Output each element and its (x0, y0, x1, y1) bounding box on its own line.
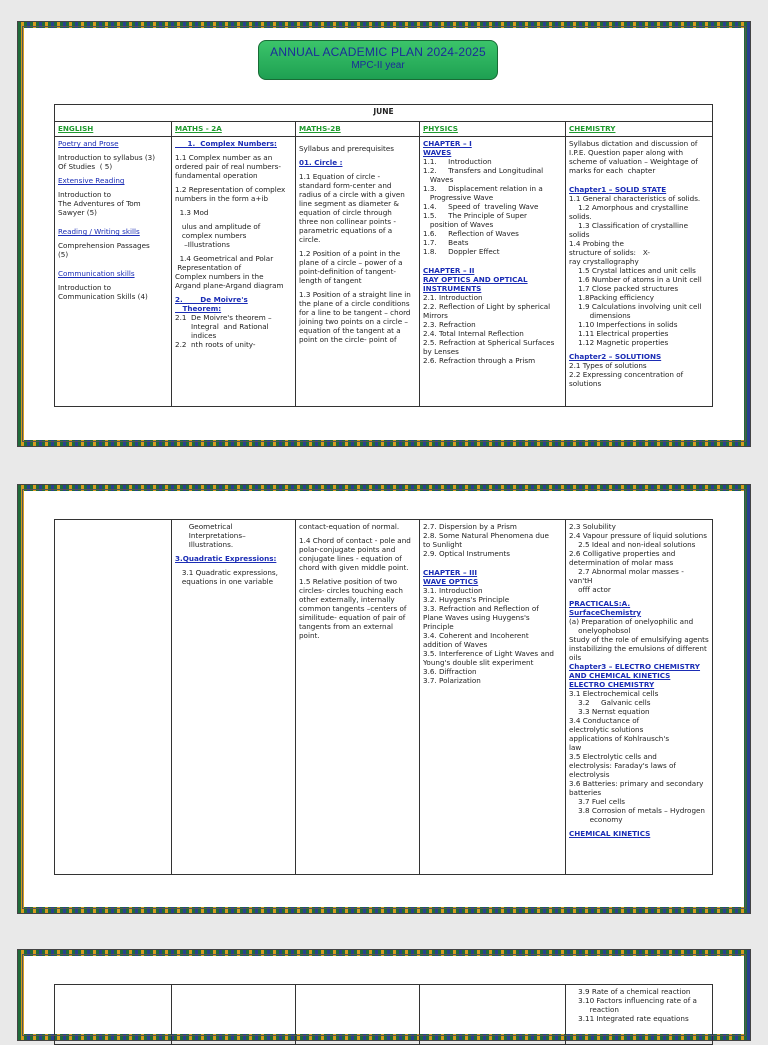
topic-line: 1.11 Electrical properties (569, 329, 669, 338)
topic-line: Principle (423, 622, 454, 631)
topic-line: 3.5 Electrolytic cells and (569, 752, 657, 761)
topic-line: Sawyer (5) (58, 208, 97, 217)
topic-line: 2.5 Ideal and non-ideal solutions (569, 540, 696, 549)
column-header-english: ENGLISH (55, 122, 172, 137)
section-heading: Chapter2 – SOLUTIONS (569, 352, 662, 361)
topic-line: marks for each chapter (569, 166, 656, 175)
maths-2a-cell (172, 137, 296, 407)
topic-line: 1.4 Chord of contact - pole and (299, 536, 411, 545)
topic-line: oils (569, 653, 582, 662)
topic-line: 2.4. Total Internal Reflection (423, 329, 524, 338)
topic-line: electrolysis: Faraday's laws of (569, 761, 676, 770)
topic-line: 2.5. Refraction at Spherical Surfaces (423, 338, 555, 347)
topic-line: 1.2 Amorphous and crystalline solids. (569, 203, 691, 221)
topic-line: 2.1 De Moivre's theorem – (175, 313, 272, 322)
topic-line: batteries (569, 788, 602, 797)
topic-line: offf actor (569, 585, 611, 594)
topic-line: 1.1. Introduction (423, 157, 492, 166)
section-link[interactable]: Extensive Reading (58, 176, 125, 185)
topic-line: 3.1. Introduction (423, 586, 483, 595)
section-heading: 01. Circle : (299, 158, 343, 167)
topic-line: 3.9 Rate of a chemical reaction (569, 987, 691, 996)
topic-line: line segment as diameter & (299, 199, 399, 208)
topic-line: 2.2 Expressing concentration of (569, 370, 684, 379)
topic-line: Comprehension Passages (58, 241, 150, 250)
topic-line: 3.6 Batteries: primary and secondary (569, 779, 704, 788)
topic-line: Young's double slit experiment (423, 658, 534, 667)
topic-line: 1.6 Number of atoms in a Unit cell (569, 275, 702, 284)
section-link[interactable]: Reading / Writing skills (58, 227, 140, 236)
topic-line: Progressive Wave (423, 193, 494, 202)
topic-line: instabilizing the emulsions of different (569, 644, 707, 653)
topic-line: 2.1. Introduction (423, 293, 483, 302)
english-cell (55, 137, 172, 407)
topic-line: 3.11 Integrated rate equations (569, 1014, 689, 1023)
topic-line: 1.2. Transfers and Longitudinal (423, 166, 544, 175)
topic-line: 1.2 Representation of complex (175, 185, 286, 194)
topic-line: 1.3 Mod (175, 208, 209, 217)
physics-cell (420, 520, 566, 875)
topic-line: electrolytic solutions (569, 725, 644, 734)
topic-line: Waves (423, 175, 454, 184)
section-heading: Chapter1 – SOLID STATE (569, 185, 667, 194)
topic-line: 3.8 Corrosion of metals – Hydrogen (569, 806, 705, 815)
topic-line: ray crystallography (569, 257, 639, 266)
section-heading: RAY OPTICS AND OPTICAL (423, 275, 528, 284)
topic-line: chord with given middle point. (299, 563, 409, 572)
topic-line: Interpretations– (175, 531, 246, 540)
column-header-chemistry: CHEMISTRY (566, 122, 713, 137)
topic-line: 2.6 Colligative properties and (569, 549, 676, 558)
plan-subtitle: MPC-II year (351, 60, 405, 71)
section-heading: Theorem: (175, 304, 222, 313)
topic-line: 2.9. Optical Instruments (423, 549, 510, 558)
topic-line: Argand plane-Argand diagram (175, 281, 284, 290)
topic-line: Complex numbers in the (175, 272, 264, 281)
topic-line: 2.7 Abnormal molar masses - van'tH (569, 567, 687, 585)
topic-line: point-definition of tangent- (299, 267, 396, 276)
english-cell (55, 985, 172, 1045)
topic-line: radius of a circle with a given (299, 190, 405, 199)
topic-line: equation of circle through (299, 208, 392, 217)
topic-line: fundamental operation (175, 171, 258, 180)
topic-line: dimensions (569, 311, 631, 320)
topic-line: Integral and Rational (175, 322, 269, 331)
chemistry-cell (566, 137, 713, 407)
plan-title: ANNUAL ACADEMIC PLAN 2024-2025 (270, 45, 486, 59)
topic-line: addition of Waves (423, 640, 488, 649)
topic-line: 1.5 Relative position of two (299, 577, 398, 586)
document-page-2 (18, 485, 750, 913)
topic-line: to Sunlight (423, 540, 463, 549)
topic-line: 2.1 Types of solutions (569, 361, 647, 370)
topic-line: polar-conjugate points and (299, 545, 396, 554)
topic-line: solutions (569, 379, 602, 388)
topic-line: joining two points on a circle – (299, 317, 409, 326)
topic-line: 1.5. The Principle of Super (423, 211, 527, 220)
maths-2a-cell (172, 520, 296, 875)
topic-line: I.P.E. Question paper along with (569, 148, 684, 157)
topic-line: 1.1 Equation of circle - (299, 172, 381, 181)
section-heading: Chapter3 – ELECTRO CHEMISTRY (569, 662, 701, 671)
topic-line: circle. (299, 235, 321, 244)
chemistry-cell (566, 520, 713, 875)
topic-line: 1.4 Probing the (569, 239, 624, 248)
topic-line: 1.4. Speed of traveling Wave (423, 202, 539, 211)
document-page-3 (18, 950, 750, 1040)
topic-line: Introduction to (58, 190, 112, 199)
topic-line: 1.3 Classification of crystalline solids (569, 221, 691, 239)
topic-line: applications of Kohlrausch's (569, 734, 670, 743)
topic-line: 3.4. Coherent and Incoherent (423, 631, 529, 640)
topic-line: 3.2. Huygens's Principle (423, 595, 510, 604)
section-heading: 1. Complex Numbers: (175, 139, 277, 148)
topic-line: Study of the role of emulsifying agents (569, 635, 709, 644)
topic-line: 2.6. Refraction through a Prism (423, 356, 536, 365)
topic-line: other externally, internally (299, 595, 395, 604)
topic-line: contact-equation of normal. (299, 522, 400, 531)
topic-line: Mirrors (423, 311, 448, 320)
topic-line: ulus and amplitude of (175, 222, 261, 231)
topic-line: Introduction to syllabus (3) (58, 153, 156, 162)
topic-line: Syllabus and prerequisites (299, 144, 395, 153)
topic-line: 1.4 Geometrical and Polar (175, 254, 274, 263)
topic-line: tangents from an external (299, 622, 393, 631)
section-heading: CHAPTER – II (423, 266, 475, 275)
physics-cell (420, 137, 566, 407)
topic-line: 3.10 Factors influencing rate of a (569, 996, 697, 1005)
english-cell (55, 520, 172, 875)
june-plan-table-continued-2 (54, 984, 713, 1045)
topic-line: 2.7. Dispersion by a Prism (423, 522, 517, 531)
topic-line: Of Studies ( 5) (58, 162, 113, 171)
topic-line: by Lenses (423, 347, 459, 356)
topic-line: 1.1 Complex number as an (175, 153, 273, 162)
maths-2b-cell (296, 985, 420, 1045)
topic-line: 1.2 Position of a point in the (299, 249, 401, 258)
topic-line: standard form-center and (299, 181, 392, 190)
topic-line: parametric equations of a (299, 226, 393, 235)
topic-line: 3.1 Quadratic expressions, (175, 568, 278, 577)
topic-line: Plane Waves using Huygens's (423, 613, 530, 622)
section-heading: CHAPTER – I (423, 139, 472, 148)
section-link[interactable]: Poetry and Prose (58, 139, 119, 148)
topic-line: 3.7. Polarization (423, 676, 481, 685)
section-heading: WAVES (423, 148, 452, 157)
month-heading: JUNE (55, 105, 713, 122)
section-heading: CHAPTER – III (423, 568, 478, 577)
topic-line: complex numbers (175, 231, 247, 240)
maths-2b-cell (296, 520, 420, 875)
topic-line: economy (569, 815, 623, 824)
section-heading: PRACTICALS:A. (569, 599, 631, 608)
topic-line: three non collinear points - (299, 217, 397, 226)
plan-title-banner (258, 40, 498, 80)
chemistry-cell (566, 985, 713, 1045)
topic-line: 3.3 Nernst equation (569, 707, 650, 716)
topic-line: 3.2 Galvanic cells (569, 698, 651, 707)
section-heading: INSTRUMENTS (423, 284, 482, 293)
topic-line: Representation of (175, 263, 242, 272)
topic-line: 1.8Packing efficiency (569, 293, 655, 302)
topic-line: 1.10 Imperfections in solids (569, 320, 678, 329)
topic-line: 3.4 Conductance of (569, 716, 640, 725)
topic-line: common tangents –centers of (299, 604, 407, 613)
topic-line: 1.3. Displacement relation in a (423, 184, 543, 193)
maths-2b-cell (296, 137, 420, 407)
topic-line: scheme of valuation – Weightage of (569, 157, 698, 166)
topic-line: for a line to be tangent – chord (299, 308, 411, 317)
topic-line: Syllabus dictation and discussion of (569, 139, 698, 148)
topic-line: 1.9 Calculations involving unit cell (569, 302, 702, 311)
topic-line: 1.1 General characteristics of solids. (569, 194, 701, 203)
topic-line: ordered pair of real numbers- (175, 162, 281, 171)
topic-line: conjugate lines - equation of (299, 554, 402, 563)
topic-line: Illustrations. (175, 540, 234, 549)
topic-line: –Illustrations (175, 240, 230, 249)
topic-line: 2.8. Some Natural Phenomena due (423, 531, 549, 540)
topic-line: 3.5. Interference of Light Waves and (423, 649, 554, 658)
section-heading: SurfaceChemistry (569, 608, 642, 617)
topic-line: The Adventures of Tom (58, 199, 141, 208)
topic-line: position of Waves (423, 220, 494, 229)
section-link[interactable]: Communication skills (58, 269, 135, 278)
physics-cell (420, 985, 566, 1045)
topic-line: Geometrical (175, 522, 233, 531)
topic-line: 3.1 Electrochemical cells (569, 689, 659, 698)
topic-line: electrolysis (569, 770, 610, 779)
topic-line: the plane of a circle conditions (299, 299, 410, 308)
topic-line: 1.7 Close packed structures (569, 284, 679, 293)
topic-line: Introduction to (58, 283, 112, 292)
topic-line: law (569, 743, 582, 752)
column-header-maths-2a: MATHS - 2A (172, 122, 296, 137)
topic-line: equation of the tangent at a (299, 326, 401, 335)
topic-line: 2.2. Reflection of Light by spherical (423, 302, 551, 311)
topic-line: structure of solids: X- (569, 248, 650, 257)
june-plan-table (54, 104, 713, 407)
document-page-1 (18, 22, 750, 446)
topic-line: 2.4 Vapour pressure of liquid solutions (569, 531, 707, 540)
topic-line: 1.7. Beats (423, 238, 469, 247)
topic-line: circles- circles touching each (299, 586, 403, 595)
topic-line: reaction (569, 1005, 619, 1014)
section-heading: 2. De Moivre's (175, 295, 248, 304)
topic-line: plane of a circle – power of a (299, 258, 403, 267)
topic-line: 1.3 Position of a straight line in (299, 290, 411, 299)
topic-line: equations in one variable (175, 577, 274, 586)
column-header-physics: PHYSICS (420, 122, 566, 137)
column-header-maths-2b: MATHS-2B (296, 122, 420, 137)
topic-line: 1.6. Reflection of Waves (423, 229, 519, 238)
topic-line: 1.12 Magnetic properties (569, 338, 669, 347)
section-heading: 3.Quadratic Expressions: (175, 554, 277, 563)
section-heading: CHEMICAL KINETICS (569, 829, 651, 838)
topic-line: 2.2 nth roots of unity- (175, 340, 256, 349)
section-heading: ELECTRO CHEMISTRY (569, 680, 655, 689)
topic-line: 1.5 Crystal lattices and unit cells (569, 266, 696, 275)
topic-line: point on the circle- point of (299, 335, 397, 344)
maths-2a-cell (172, 985, 296, 1045)
topic-line: length of tangent (299, 276, 362, 285)
topic-line: 1.8. Doppler Effect (423, 247, 500, 256)
topic-line: point. (299, 631, 320, 640)
topic-line: 3.7 Fuel cells (569, 797, 625, 806)
topic-line: onelyophobsol (569, 626, 631, 635)
topic-line: 2.3 Solubility (569, 522, 616, 531)
topic-line: indices (175, 331, 217, 340)
topic-line: 2.3. Refraction (423, 320, 476, 329)
topic-line: determination of molar mass (569, 558, 674, 567)
june-plan-table-continued (54, 519, 713, 875)
topic-line: (5) (58, 250, 69, 259)
section-heading: WAVE OPTICS (423, 577, 479, 586)
topic-line: Communication Skills (4) (58, 292, 148, 301)
topic-line: (a) Preparation of onelyophilic and (569, 617, 694, 626)
topic-line: 3.6. Diffraction (423, 667, 477, 676)
topic-line: 3.3. Refraction and Reflection of (423, 604, 539, 613)
section-heading: AND CHEMICAL KINETICS (569, 671, 671, 680)
topic-line: similitude- equation of pair of (299, 613, 406, 622)
topic-line: numbers in the form a+ib (175, 194, 269, 203)
